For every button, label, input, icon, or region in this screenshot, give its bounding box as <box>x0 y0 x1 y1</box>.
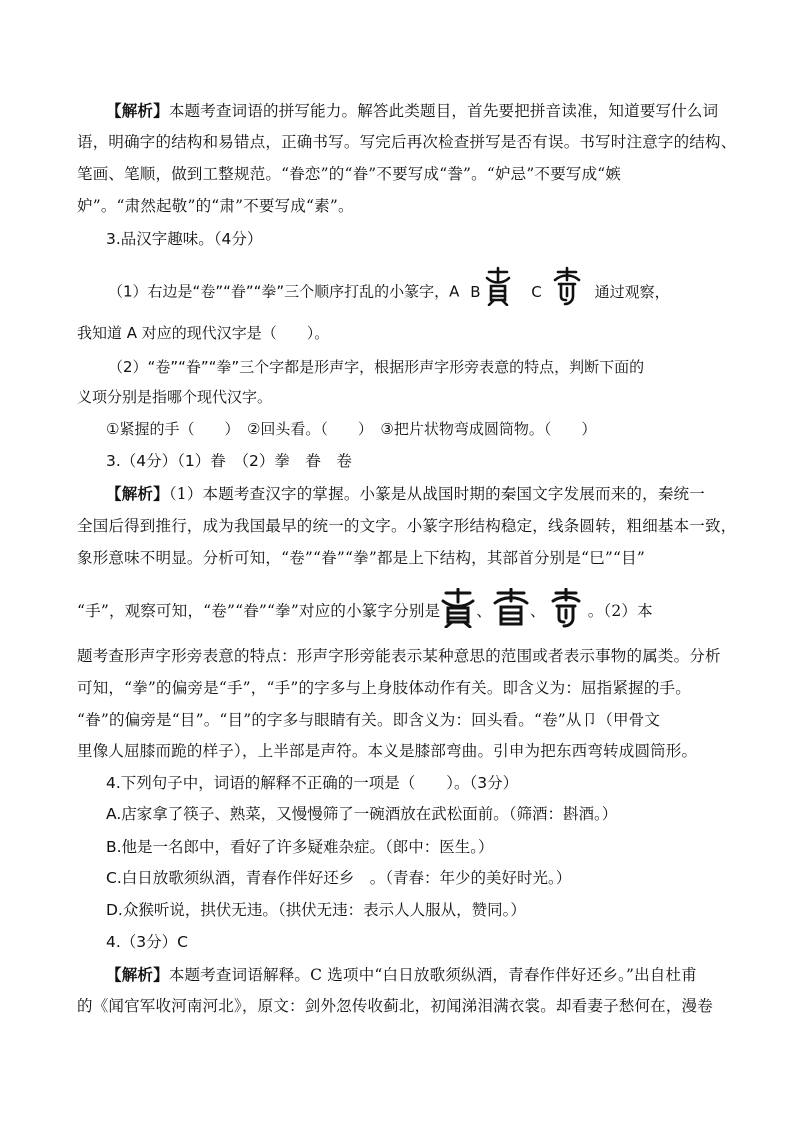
seal-character-juan2-icon <box>492 588 530 628</box>
question-4-option-b: B.他是一名郎中，看好了许多疑难杂症。（郎中：医生。） <box>106 838 494 856</box>
answer-3-line-7: “眷”的偏旁是“目”。“目”的字多与眼睛有关。即含义为：回头看。“卷”从卩（甲骨文 <box>77 711 661 729</box>
seal-character-juan-icon <box>440 588 476 628</box>
answer-3-line-2: 全国后得到推行，成为我国最早的统一的文字。小篆字形结构稳定，线条圆转，粗细基本一致， <box>77 517 737 535</box>
question-3-sub1-line-2: 我知道 A 对应的现代汉字是（ ）。 <box>77 324 330 342</box>
seal-character-quan-icon <box>550 588 582 628</box>
question-4-title: 4.下列句子中，词语的解释不正确的一项是（ ）。（3分） <box>106 774 519 792</box>
answer-3-line-8: 里像人屈膝而跪的样子），上半部是声符。本义是膝部弯曲。引申为把东西弯转成圆筒形。 <box>77 742 698 760</box>
question-3-title: 3.品汉字趣味。（4分） <box>106 230 263 248</box>
analysis-paragraph-1-line-1: 【解析】本题考查词语的拼写能力。解答此类题目，首先要把拼音读准，知道要写什么词 <box>106 102 719 120</box>
question-3-sub2-line-1: （2）“卷”“眷”“拳”三个字都是形声字，根据形声字形旁表意的特点，判断下面的 <box>108 358 645 376</box>
seal-character-c-icon <box>552 266 582 306</box>
analysis-paragraph-1-line-2: 语，明确字的结构和易错点，正确书写。写完后再次检查拼写是否有误。书写时注意字的结构、 <box>77 133 737 151</box>
answer-4-line-2: 的《闻官军收河南河北》，原文：剑外忽传收蓟北，初闻涕泪满衣裳。却看妻子愁何在，漫卷 <box>77 997 713 1015</box>
question-3-sub2-line-2: 义项分别是指哪个现代汉字。 <box>77 388 273 406</box>
answer-4-line-1: 【解析】本题考查词语解释。C 选项中“白日放歌须纵酒，青春作伴好还乡。”出自杜甫 <box>106 966 697 984</box>
answer-4: 4.（3分）C <box>106 933 188 951</box>
analysis-tag: 【解析】 <box>106 966 169 984</box>
answer-3-line-5: 题考查形声字形旁表意的特点：形声字形旁能表示某种意思的范围或者表示事物的属类。分析 <box>77 647 721 665</box>
question-3-options: ①紧握的手（ ） ②回头看。（ ） ③把片状物弯成圆筒物。（ ） <box>106 420 597 438</box>
seal-character-b-icon <box>483 266 513 306</box>
answer-3-line-4: “手”，观察可知，“卷”“眷”“拳”对应的小篆字分别是 、 、 。（2）本 <box>77 592 727 632</box>
answer-3: 3.（4分）（1）眷 （2）拳 眷 卷 <box>106 452 352 470</box>
analysis-tag: 【解析】 <box>106 102 169 120</box>
question-4-option-c: C.白日放歌须纵酒，青春作伴好还乡 。（青春：年少的美好时光。） <box>106 869 572 887</box>
analysis-tag: 【解析】 <box>106 485 169 503</box>
analysis-paragraph-1-line-4: 妒”。“肃然起敬”的“肃”不要写成“素”。 <box>77 197 354 215</box>
answer-3-line-6: 可知，“拳”的偏旁是“手”，“手”的字多与上身肢体动作有关。即含义为：屈指紧握的手。 <box>77 679 691 697</box>
answer-3-line-3: 象形意味不明显。分析可知，“卷”“眷”“拳”都是上下结构，其部首分别是“巳”“目” <box>77 549 645 567</box>
question-3-sub1-line-1: （1）右边是“卷”“眷”“拳”三个顺序打乱的小篆字，A B C 通过观察， <box>108 272 758 312</box>
analysis-paragraph-1-line-3: 笔画、笔顺，做到工整规范。“眷恋”的“眷”不要写成“誊”。“妒忌”不要写成“嫉 <box>77 165 622 183</box>
answer-3-line-1: 【解析】（1）本题考查汉字的掌握。小篆是从战国时期的秦国文字发展而来的，秦统一 <box>106 485 705 503</box>
question-4-option-a: A.店家拿了筷子、熟菜，又慢慢筛了一碗酒放在武松面前。（筛酒：斟酒。） <box>106 805 618 823</box>
question-4-option-d: D.众猴听说，拱伏无违。（拱伏无违：表示人人服从，赞同。） <box>106 901 526 919</box>
